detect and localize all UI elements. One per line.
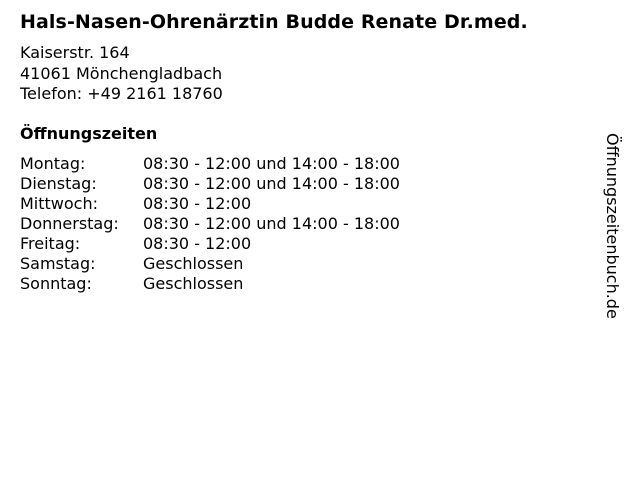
day-label: Sonntag: — [20, 274, 92, 293]
practice-name: Hals-Nasen-Ohrenärztin Budde Renate Dr.med. — [20, 11, 528, 33]
hours-row-saturday — [20, 254, 400, 274]
time-value: 08:30 - 12:00 und 14:00 - 18:00 — [143, 214, 400, 233]
phone-number: Telefon: +49 2161 18760 — [20, 84, 223, 103]
brand-watermark — [603, 133, 640, 363]
time-value: Geschlossen — [143, 274, 244, 293]
time-value: 08:30 - 12:00 — [143, 234, 252, 253]
day-label: Mittwoch: — [20, 194, 98, 213]
brand-text: Öffnungszeitenbuch.de — [603, 133, 622, 319]
hours-row-sunday — [20, 274, 400, 294]
opening-hours-heading: Öffnungszeiten — [20, 124, 158, 143]
hours-row-monday — [20, 154, 400, 174]
hours-row-thursday — [20, 214, 400, 234]
hours-row-friday — [20, 234, 400, 254]
time-value: Geschlossen — [143, 254, 244, 273]
day-label: Freitag: — [20, 234, 81, 253]
address-block — [20, 43, 223, 105]
day-label: Montag: — [20, 154, 86, 173]
time-value: 08:30 - 12:00 — [143, 194, 252, 213]
day-label: Dienstag: — [20, 174, 97, 193]
opening-hours-list — [20, 154, 400, 294]
hours-row-tuesday — [20, 174, 400, 194]
day-label: Samstag: — [20, 254, 96, 273]
street-address: Kaiserstr. 164 — [20, 43, 130, 62]
city-address: 41061 Mönchengladbach — [20, 63, 223, 83]
time-value: 08:30 - 12:00 und 14:00 - 18:00 — [143, 154, 400, 173]
hours-row-wednesday — [20, 194, 400, 214]
time-value: 08:30 - 12:00 und 14:00 - 18:00 — [143, 174, 400, 193]
day-label: Donnerstag: — [20, 214, 119, 233]
